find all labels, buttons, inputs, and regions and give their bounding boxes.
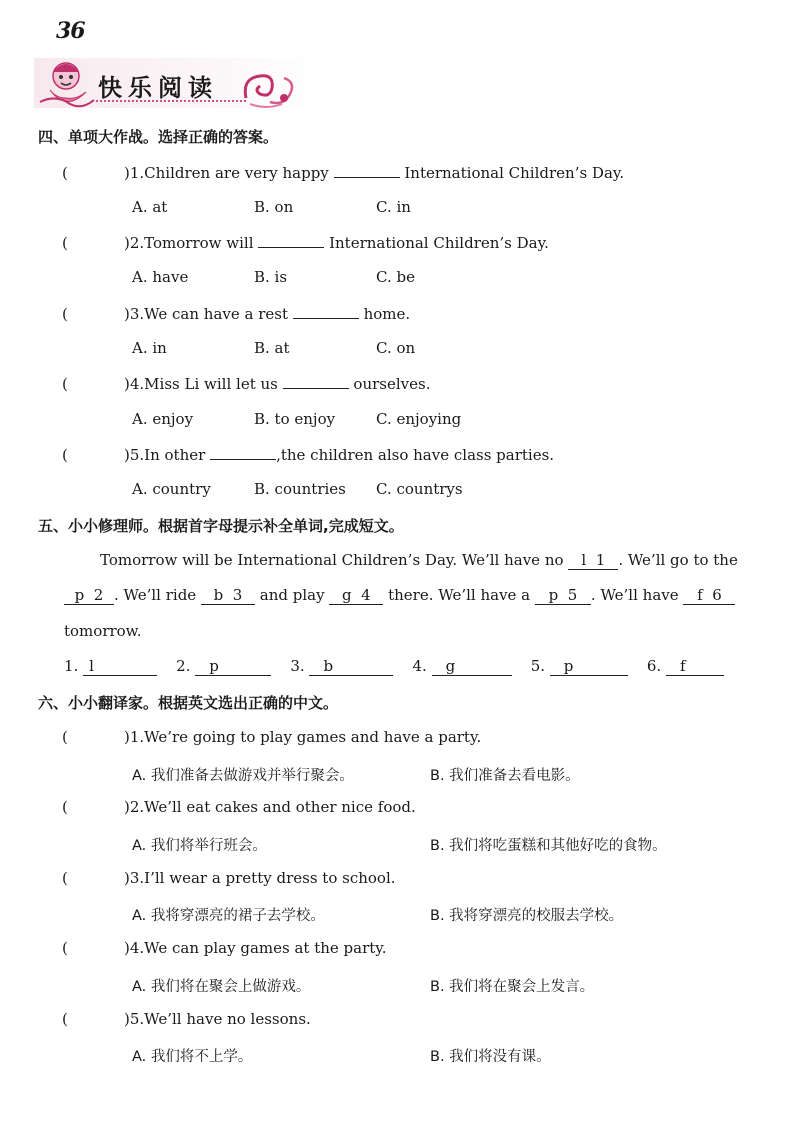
s4-question-4: ( )4.Miss Li will let us ourselves. <box>62 375 431 393</box>
answer-blank[interactable] <box>210 445 276 460</box>
s5-paragraph-line-2: p 2 . We’ll ride b 3 and play g 4 there. We’ll have a p 5 . We’ll have f 6 <box>64 586 735 605</box>
mascot-icon <box>36 56 98 112</box>
blank-2[interactable]: p 2 <box>64 586 114 605</box>
option-b[interactable]: B. 我们将没有课。 <box>430 1049 551 1065</box>
answer-blank[interactable] <box>334 163 400 178</box>
answer-field-2[interactable]: p <box>195 657 271 676</box>
option-b[interactable]: B. 我们准备去看电影。 <box>430 768 580 784</box>
blank-4[interactable]: g 4 <box>329 586 383 605</box>
option-a[interactable]: A. 我们将不上学。 <box>132 1049 253 1065</box>
blank-3[interactable]: b 3 <box>201 586 255 605</box>
page-number: 36 <box>56 18 85 44</box>
blank-1[interactable]: l 1 <box>568 551 618 570</box>
section-4-title: 四、单项大作战。选择正确的答案。 <box>38 128 279 146</box>
s5-paragraph-line-3: tomorrow. <box>64 622 142 640</box>
answer-blank[interactable] <box>258 233 324 248</box>
answer-blank[interactable] <box>293 304 359 319</box>
s4-question-2: ( )2.Tomorrow will International Children’s Day. <box>62 234 549 252</box>
s5-paragraph-line-1: Tomorrow will be International Children’s Day. We’ll have no l 1 . We’ll go to the <box>100 551 738 569</box>
s6-question-1: ( )1.We’re going to play games and have a party. <box>62 728 482 746</box>
s6-question-2: ( )2.We’ll eat cakes and other nice food. <box>62 798 416 816</box>
answer-field-3[interactable]: b <box>309 657 393 676</box>
option-a[interactable]: A. in <box>132 339 167 357</box>
answer-field-6[interactable]: f <box>666 657 724 676</box>
option-b[interactable]: B. at <box>254 339 290 357</box>
option-a[interactable]: A. have <box>132 268 189 286</box>
option-a[interactable]: A. 我们将在聚会上做游戏。 <box>132 979 311 995</box>
s6-question-4: ( )4.We can play games at the party. <box>62 939 387 957</box>
section-5-title: 五、小小修理师。根据首字母提示补全单词,完成短文。 <box>38 517 404 535</box>
option-a[interactable]: A. at <box>132 198 168 216</box>
s4-question-5: ( )5.In other ,the children also have class parties. <box>62 446 555 464</box>
s4-question-1: ( )1.Children are very happy International Children’s Day. <box>62 164 625 182</box>
s6-question-5: ( )5.We’ll have no lessons. <box>62 1010 311 1028</box>
option-b[interactable]: B. 我们将在聚会上发言。 <box>430 979 595 995</box>
option-b[interactable]: B. is <box>254 268 288 286</box>
option-c[interactable]: C. on <box>376 339 416 357</box>
option-a[interactable]: A. 我们准备去做游戏并举行聚会。 <box>132 768 354 784</box>
blank-5[interactable]: p 5 <box>535 586 591 605</box>
s6-question-3: ( )3.I’ll wear a pretty dress to school. <box>62 869 396 887</box>
answer-field-5[interactable]: p <box>550 657 628 676</box>
header-divider <box>96 100 246 104</box>
header-title: 快乐阅读 <box>98 74 218 102</box>
option-c[interactable]: C. in <box>376 198 411 216</box>
option-a[interactable]: A. country <box>132 480 211 498</box>
option-b[interactable]: B. 我们将吃蛋糕和其他好吃的食物。 <box>430 838 667 854</box>
blank-6[interactable]: f 6 <box>683 586 735 605</box>
s5-answer-row: 1. l 2. p 3. b 4. g 5. p 6. f <box>64 657 724 676</box>
option-a[interactable]: A. 我们将举行班会。 <box>132 838 267 854</box>
option-a[interactable]: A. enjoy <box>132 410 194 428</box>
section-6-title: 六、小小翻译家。根据英文选出正确的中文。 <box>38 694 339 712</box>
option-c[interactable]: C. enjoying <box>376 410 462 428</box>
answer-field-4[interactable]: g <box>432 657 512 676</box>
answer-field-1[interactable]: l <box>83 657 157 676</box>
option-b[interactable]: B. to enjoy <box>254 410 336 428</box>
option-b[interactable]: B. on <box>254 198 294 216</box>
option-a[interactable]: A. 我将穿漂亮的裙子去学校。 <box>132 908 325 924</box>
swirl-ornament-icon <box>240 68 298 110</box>
option-b[interactable]: B. countries <box>254 480 346 498</box>
answer-blank[interactable] <box>283 374 349 389</box>
option-c[interactable]: C. countrys <box>376 480 463 498</box>
s4-question-3: ( )3.We can have a rest home. <box>62 305 411 323</box>
option-c[interactable]: C. be <box>376 268 415 286</box>
option-b[interactable]: B. 我将穿漂亮的校服去学校。 <box>430 908 624 924</box>
